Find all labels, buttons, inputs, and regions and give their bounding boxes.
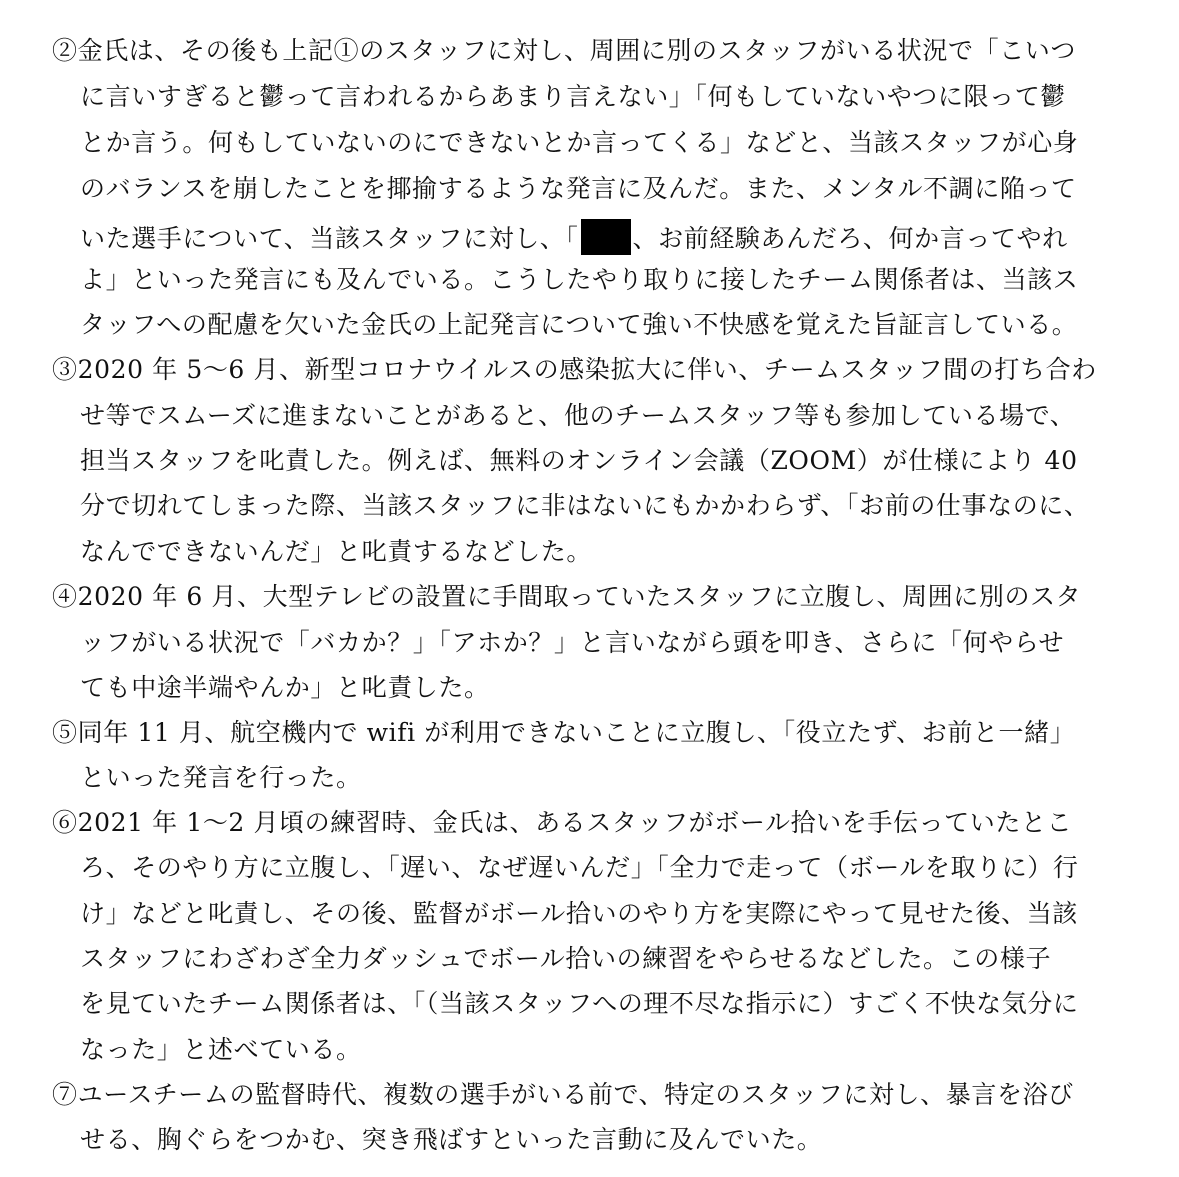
item-2-line-2: に言いすぎると鬱って言われるからあまり言えない」「何もしていないやつに限って鬱 [80,82,1066,111]
item-4-marker: ④ [52,582,78,611]
item-3-line-2: せ等でスムーズに進まないことがあると、他のチームスタッフ等も参加している場で、 [80,401,1076,430]
item-2-marker: ② [52,36,78,65]
item-3-line-4: 分で切れてしまった際、当該スタッフに非はないにもかかわらず、「お前の仕事なのに、 [80,491,1090,520]
item-2-line-7: タッフへの配慮を欠いた金氏の上記発言について強い不快感を覚えた旨証言している。 [80,310,1078,339]
item-4-line-2: ッフがいる状況で「バカか？」「アホか？」と言いながら頭を叩き、さらに「何やらせ [80,628,1065,657]
item-7-line-2: せる、胸ぐらをつかむ、突き飛ばすといった言動に及んでいた。 [80,1125,823,1154]
item-2-line-4: のバランスを崩したことを揶揄するような発言に及んだ。また、メンタル不調に陥って [80,174,1077,203]
redaction-block [581,219,631,255]
item-5-line-2: といった発言を行った。 [80,763,362,792]
item-6-marker: ⑥ [52,808,78,837]
item-7-marker: ⑦ [52,1080,78,1109]
item-6-line-2: ろ、そのやり方に立腹し、「遅い、なぜ遅いんだ」「全力で走って（ボールを取りに）行 [80,853,1079,882]
item-6-line-1: ⑥2021 年 1〜2 月頃の練習時、金氏は、あるスタッフがボール拾いを手伝っていたとこ [52,808,1073,837]
item-6-line-4: スタッフにわざわざ全力ダッシュでボール拾いの練習をやらせるなどした。この様子 [80,944,1052,973]
item-4-line-3: ても中途半端やんか」と叱責した。 [80,673,490,702]
item-3-line-1: ③2020 年 5〜6 月、新型コロナウイルスの感染拡大に伴い、チームスタッフ間の打ち合わ [52,355,1097,384]
item-6-line-5: を見ていたチーム関係者は、「（当該スタッフへの理不尽な指示に）すごく不快な気分に [80,989,1079,1018]
item-5-marker: ⑤ [52,718,78,747]
item-3-marker: ③ [52,355,78,384]
item-6-line-3: け」などと叱責し、その後、監督がボール拾いのやり方を実際にやって見せた後、当該 [80,899,1078,928]
item-2-line-1: ②金氏は、その後も上記①のスタッフに対し、周囲に別のスタッフがいる状況で「こいつ [52,36,1077,65]
item-4-line-1: ④2020 年 6 月、大型テレビの設置に手間取っていたスタッフに立腹し、周囲に別のスタ [52,582,1082,611]
item-3-line-5: なんでできないんだ」と叱責するなどした。 [80,537,593,566]
item-3-line-3: 担当スタッフを叱責した。例えば、無料のオンライン会議（ZOOM）が仕様により 40 [80,446,1078,475]
item-7-line-1: ⑦ユースチームの監督時代、複数の選手がいる前で、特定のスタッフに対し、暴言を浴び [52,1080,1074,1109]
item-5-line-1: ⑤同年 11 月、航空機内で wifi が利用できないことに立腹し、「役立たず、お前と一緒」 [52,718,1076,747]
item-2-line-3: とか言う。何もしていないのにできないとか言ってくる」などと、当該スタッフが心身 [80,128,1079,157]
item-6-line-6: なった」と述べている。 [80,1035,362,1064]
item-2-line-6: よ」といった発言にも及んでいる。こうしたやり取りに接したチーム関係者は、当該ス [80,265,1079,294]
item-2-line-5: いた選手について、当該スタッフに対し、「 、お前経験あんだろ、何か言ってやれ [80,219,1068,249]
